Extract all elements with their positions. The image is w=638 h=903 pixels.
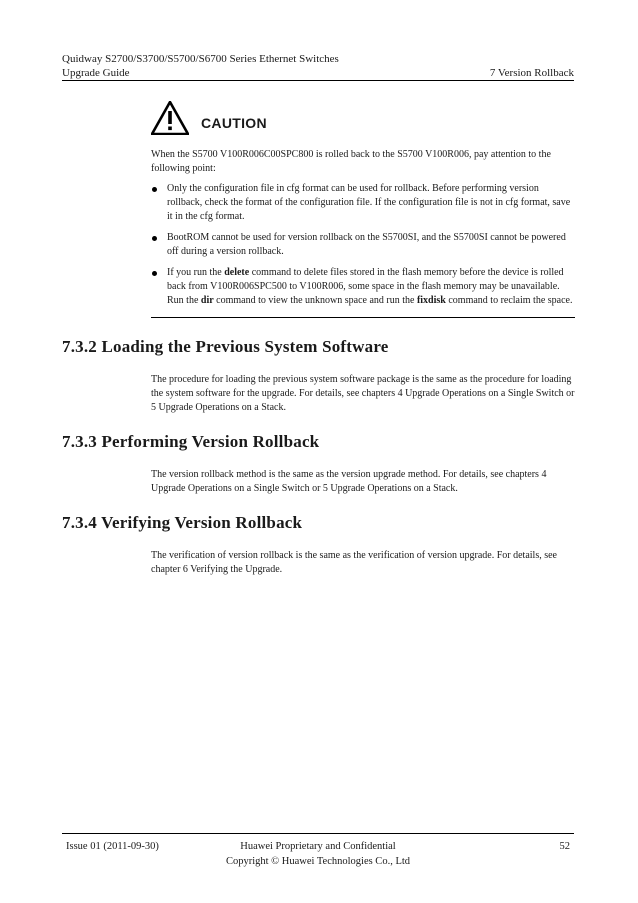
caution-divider <box>151 317 575 318</box>
section-heading-7-3-3: 7.3.3 Performing Version Rollback <box>62 432 320 451</box>
page-header <box>62 52 574 80</box>
list-item-text-part: command to view the unknown space and run the <box>213 295 417 306</box>
section-heading-7-3-4: 7.3.4 Verifying Version Rollback <box>62 513 303 532</box>
bullet-icon <box>152 236 157 241</box>
footer-copyright: Copyright © Huawei Technologies Co., Ltd <box>225 856 411 867</box>
footer-confidential: Huawei Proprietary and Confidential <box>240 841 396 852</box>
list-item <box>151 266 575 308</box>
list-item-text: BootROM cannot be used for version rollback on the S5700SI, and the S5700SI cannot be powered off during a version rollback. <box>167 232 566 257</box>
caution-list <box>151 182 575 308</box>
warning-triangle-icon <box>151 101 189 135</box>
header-doc-title: Upgrade Guide <box>62 67 130 79</box>
list-item-text-part: If you run the <box>167 267 225 278</box>
caution-heading <box>151 98 575 138</box>
header-divider <box>62 80 574 81</box>
command-delete: delete <box>224 267 250 278</box>
caution-box <box>151 98 575 315</box>
command-fixdisk: fixdisk <box>416 295 446 306</box>
bullet-icon <box>152 187 157 192</box>
command-dir: dir <box>200 295 214 306</box>
section-body-7-3-2: The procedure for loading the previous system software package is the same as the procedure for loading the system software for the upgrade. For details, see chapters 4 Upgrade Operations on a Single Switch or 5 Upgrade Operations on a Stack. <box>151 374 575 413</box>
list-item-text-part: command to delete files stored in the flash memory before the device is rolled back from V100R006SPC500 to V100R006, some space in the flash memory may be unavailable. Run the <box>167 267 564 306</box>
section-body-7-3-3: The version rollback method is the same as the version upgrade method. For details, see chapters 4 Upgrade Operations on a Single Switch or 5 Upgrade Operations on a Stack. <box>151 469 547 494</box>
section-body-7-3-4: The verification of version rollback is the same as the verification of version upgrade. For details, see chapter 6 Verifying the Upgrade. <box>151 550 557 575</box>
section-heading-7-3-2: 7.3.2 Loading the Previous System Software <box>62 337 389 356</box>
list-item-text: Only the configuration file in cfg format can be used for rollback. Before performing version rollback, check the format of the configuration file. If the configuration file is not in cfg format, save it in the cfg format. <box>167 183 571 222</box>
header-chapter: 7 Version Rollback <box>489 67 574 79</box>
list-item-text-part: command to reclaim the space. <box>445 295 573 306</box>
footer-divider <box>62 833 574 834</box>
list-item <box>151 182 575 224</box>
header-product: Quidway S2700/S3700/S5700/S6700 Series Ethernet Switches <box>62 53 339 65</box>
caution-intro: When the S5700 V100R006C00SPC800 is rolled back to the S5700 V100R006, pay attention to the following point: <box>151 149 551 174</box>
caution-label: CAUTION <box>201 115 267 131</box>
footer-page-number: 52 <box>559 841 570 852</box>
footer-center <box>62 839 574 869</box>
bullet-icon <box>152 271 157 276</box>
footer-issue: Issue 01 (2011-09-30) <box>66 841 159 852</box>
list-item <box>151 231 575 259</box>
